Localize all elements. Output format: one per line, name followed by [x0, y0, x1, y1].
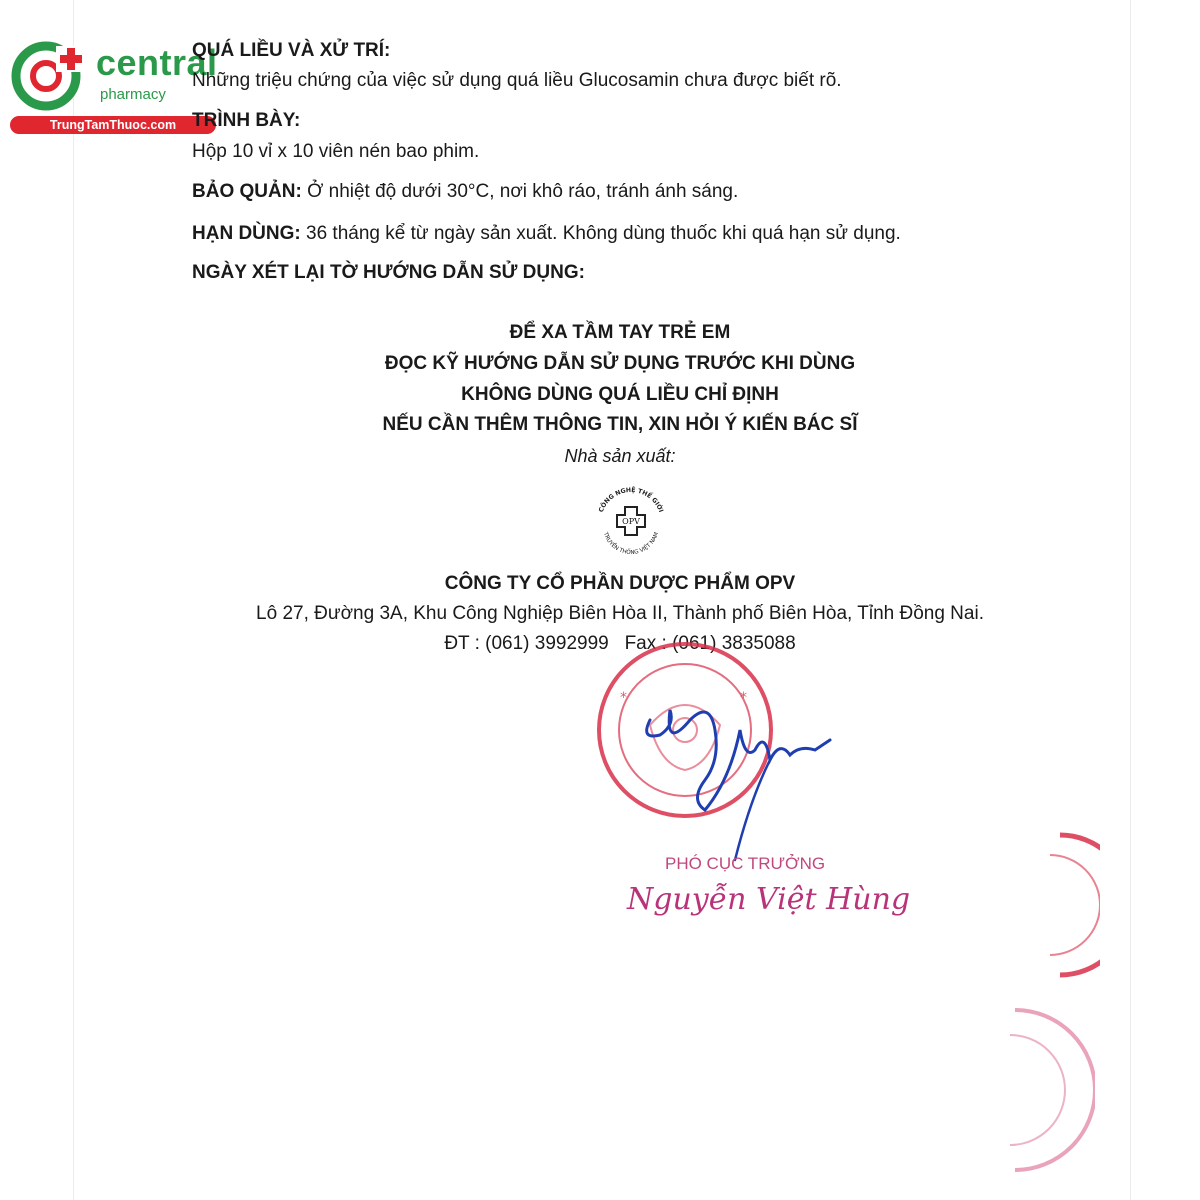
storage-text: Ở nhiệt độ dưới 30°C, nơi khô ráo, tránh ánh sáng. [307, 181, 739, 202]
manufacturer-label: Nhà sản xuất: [564, 446, 676, 466]
storage-line [192, 181, 738, 203]
expiry-line [192, 223, 901, 245]
officer-title: PHÓ CỤC TRƯỞNG [665, 854, 826, 873]
seal-bottom-text: TRUYỀN THỐNG VIỆT NAM [601, 531, 661, 557]
opv-seal-icon [591, 480, 671, 560]
brand-subtitle: pharmacy [100, 86, 166, 103]
central-pharmacy-logo [8, 36, 223, 136]
seal-letters: OPV [622, 517, 640, 526]
warning-line-1: ĐỂ XA TẦM TAY TRẺ EM [509, 322, 731, 343]
page-edge-left [73, 0, 74, 1200]
company-name: CÔNG TY CỔ PHẦN DƯỢC PHẨM OPV [444, 573, 796, 594]
pharmacy-logo-icon [8, 36, 88, 116]
warning-line-2: ĐỌC KỸ HƯỚNG DẪN SỬ DỤNG TRƯỚC KHI DÙNG [384, 353, 856, 374]
company-phone: ĐT : (061) 3992999 Fax : (061) 3835088 [444, 633, 796, 654]
expiry-text: 36 tháng kể từ ngày sản xuất. Không dùng thuốc khi quá hạn sử dụng. [306, 223, 901, 244]
overdose-text: Những triệu chứng của việc sử dụng quá liều Glucosamin chưa được biết rõ. [192, 70, 842, 91]
signature-icon [620, 690, 850, 870]
expiry-heading: HẠN DÙNG: [192, 223, 301, 244]
partial-stamp-right-icon [1020, 830, 1100, 980]
presentation-text: Hộp 10 vỉ x 10 viên nén bao phim. [192, 141, 480, 162]
page-edge-right [1130, 0, 1131, 1200]
presentation-heading: TRÌNH BÀY: [192, 110, 301, 131]
brand-url[interactable]: TrungTamThuoc.com [10, 116, 216, 134]
review-date-heading: NGÀY XÉT LẠI TỜ HƯỚNG DẪN SỬ DỤNG: [192, 262, 585, 283]
storage-heading: BẢO QUẢN: [192, 181, 302, 202]
brand-name: central [96, 42, 218, 83]
svg-text:*: * [620, 690, 627, 706]
warning-line-4: NẾU CẦN THÊM THÔNG TIN, XIN HỎI Ý KIẾN BÁC SĨ [382, 414, 858, 435]
seal-top-text: CÔNG NGHỆ THẾ GIỚI [597, 486, 665, 514]
partial-stamp-bottom-right-icon [985, 1000, 1095, 1180]
officer-name-signature: Nguyễn Việt Hùng [627, 882, 911, 917]
svg-text:*: * [740, 690, 747, 706]
overdose-heading: QUÁ LIỀU VÀ XỬ TRÍ: [192, 40, 391, 61]
warning-line-3: KHÔNG DÙNG QUÁ LIỀU CHỈ ĐỊNH [461, 384, 779, 405]
company-address: Lô 27, Đường 3A, Khu Công Nghiệp Biên Hòa II, Thành phố Biên Hòa, Tỉnh Đồng Nai. [256, 603, 984, 624]
